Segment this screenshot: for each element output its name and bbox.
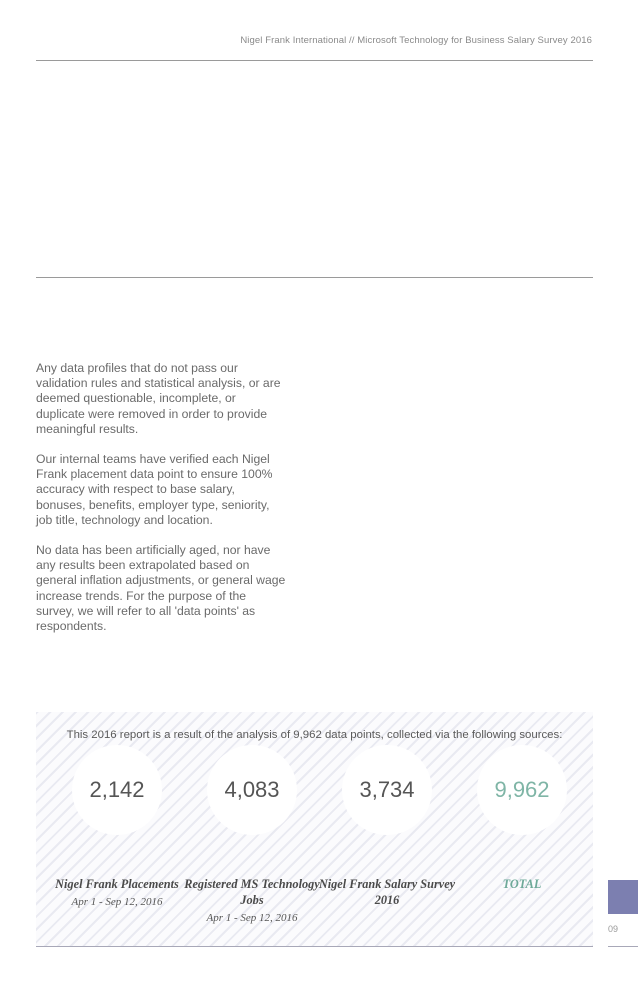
stat-label-placements	[47, 876, 187, 910]
page-tab	[608, 880, 638, 914]
paragraph: Our internal teams have verified each Nigel Frank placement data point to ensure 100% accuracy with respect to base salary, bonuses, benefits, employer type, seniority, job title, technology and location.	[36, 452, 273, 527]
running-header: Nigel Frank International // Microsoft Technology for Business Salary Survey 2016	[240, 35, 592, 46]
methodology-text	[36, 361, 286, 649]
stat-title: TOTAL	[502, 877, 542, 891]
section-divider	[36, 277, 593, 278]
footer-divider	[36, 946, 593, 947]
paragraph: Any data profiles that do not pass our validation rules and statistical analysis, or are deemed questionable, incomplete, or duplicate were removed in order to provide meaningful results.	[36, 361, 281, 436]
stat-title: Nigel Frank Salary Survey 2016	[318, 877, 456, 907]
data-sources-intro: This 2016 report is a result of the analysis of 9,962 data points, collected via the following sources:	[66, 729, 563, 741]
stat-title: Nigel Frank Placements	[55, 877, 179, 891]
stat-circle-placements: 2,142	[72, 745, 162, 835]
stat-circle-total: 9,962	[477, 745, 567, 835]
stat-title: Registered MS Technology Jobs	[184, 877, 320, 907]
stat-date: Apr 1 - Sep 12, 2016	[206, 912, 298, 924]
header-divider	[36, 60, 593, 61]
paragraph: No data has been artificially aged, nor have any results been extrapolated based on general inflation adjustments, or general wage increase trends. For the purpose of the survey, we will refer to all 'data points' as respondents.	[36, 543, 286, 634]
stat-circle-registered-jobs: 4,083	[207, 745, 297, 835]
stat-label-registered-jobs	[182, 876, 322, 926]
stat-label-salary-survey	[317, 876, 457, 908]
stat-circle-salary-survey: 3,734	[342, 745, 432, 835]
stat-date: Apr 1 - Sep 12, 2016	[71, 896, 163, 908]
stat-label-total	[452, 876, 592, 892]
page-number: 09	[608, 924, 619, 934]
page-number-rule	[608, 946, 638, 947]
